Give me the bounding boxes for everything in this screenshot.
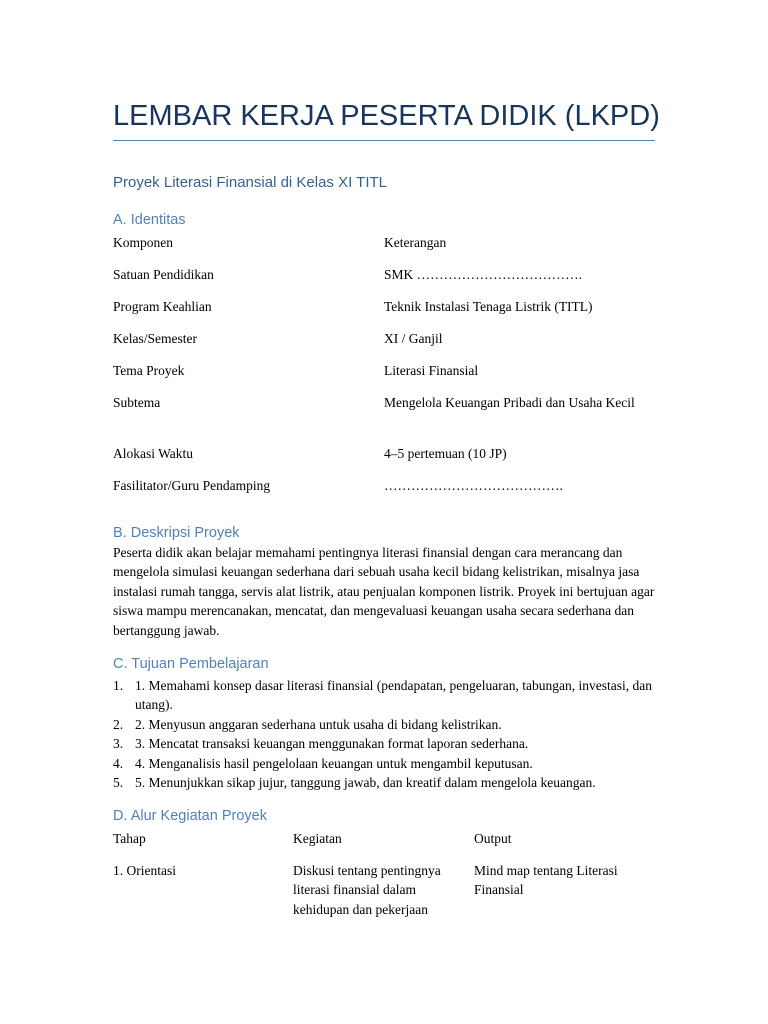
- section-heading-alur: D. Alur Kegiatan Proyek: [113, 808, 267, 824]
- identitas-value: Literasi Finansial: [384, 363, 479, 378]
- list-item-number: 4.: [113, 755, 124, 771]
- list-item-text: 5. Menunjukkan sikap jujur, tanggung jawab, dan kreatif dalam mengelola keuangan.: [135, 775, 596, 791]
- title-divider: [113, 140, 655, 141]
- identitas-label: Alokasi Waktu: [113, 446, 194, 461]
- alur-header-kegiatan: Kegiatan: [293, 831, 342, 846]
- identitas-value: Teknik Instalasi Tenaga Listrik (TITL): [384, 299, 593, 314]
- identitas-label: Tema Proyek: [113, 363, 185, 378]
- identitas-value: XI / Ganjil: [384, 331, 443, 346]
- list-item-text: 3. Mencatat transaksi keuangan menggunakan format laporan sederhana.: [135, 736, 529, 752]
- identitas-label: Satuan Pendidikan: [113, 267, 214, 282]
- identitas-label: Fasilitator/Guru Pendamping: [113, 478, 271, 493]
- identitas-label: Kelas/Semester: [113, 331, 197, 346]
- identitas-header-keterangan: Keterangan: [384, 235, 447, 250]
- alur-kegiatan: Diskusi tentang pentingnya literasi finansial dalam kehidupan dan pekerjaan: [293, 863, 441, 917]
- alur-header-output: Output: [474, 831, 512, 846]
- alur-tahap: 1. Orientasi: [113, 863, 176, 878]
- identitas-value: SMK ……………………………….: [384, 267, 583, 282]
- identitas-value: Mengelola Keuangan Pribadi dan Usaha Kecil: [384, 395, 635, 410]
- alur-header-tahap: Tahap: [113, 831, 146, 846]
- list-item-number: 3.: [113, 736, 124, 752]
- list-item: [113, 676, 655, 715]
- list-item-text: 2. Menyusun anggaran sederhana untuk usaha di bidang kelistrikan.: [135, 716, 502, 732]
- list-item: [113, 715, 655, 734]
- alur-output: Mind map tentang Literasi Finansial: [474, 863, 618, 898]
- document-subtitle: Proyek Literasi Finansial di Kelas XI TITL: [113, 174, 388, 191]
- section-heading-tujuan: C. Tujuan Pembelajaran: [113, 656, 269, 672]
- list-item-text: 1. Memahami konsep dasar literasi finansial (pendapatan, pengeluaran, tabungan, investasi, dan utang).: [135, 678, 652, 713]
- list-item-text: 4. Menganalisis hasil pengelolaan keuangan untuk mengambil keputusan.: [135, 755, 533, 771]
- section-heading-identitas: A. Identitas: [113, 212, 186, 228]
- identitas-label: Subtema: [113, 395, 161, 410]
- list-item-number: 1.: [113, 678, 124, 693]
- tujuan-list: [113, 676, 655, 792]
- list-item: [113, 754, 655, 773]
- deskripsi-paragraph: Peserta didik akan belajar memahami pentingnya literasi finansial dengan cara merancang dan mengelola simulasi keuangan sederhana dari sebuah usaha kecil bidang kelistrikan, misalnya jasa instalasi rumah tangga, servis alat listrik, atau penjualan komponen listrik. Proyek ini bertujuan agar siswa mampu merencanakan, mencatat, dan mengevaluasi keuangan usaha secara sederhana dan bertanggung jawab.: [113, 545, 655, 638]
- list-item: [113, 773, 655, 792]
- identitas-value: 4–5 pertemuan (10 JP): [384, 446, 507, 461]
- identitas-header-komponen: Komponen: [113, 235, 173, 250]
- identitas-label: Program Keahlian: [113, 299, 212, 314]
- list-item: [113, 734, 655, 753]
- document-title: LEMBAR KERJA PESERTA DIDIK (LKPD): [113, 100, 660, 132]
- section-heading-deskripsi: B. Deskripsi Proyek: [113, 525, 240, 541]
- list-item-number: 2.: [113, 716, 124, 732]
- list-item-number: 5.: [113, 775, 124, 791]
- identitas-value: ………………………………….: [384, 478, 563, 493]
